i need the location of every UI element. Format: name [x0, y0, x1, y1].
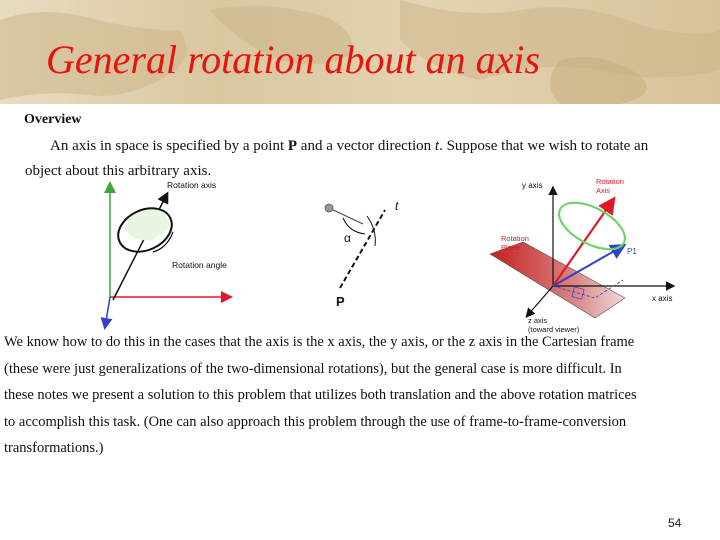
rotation-axis-label: Rotation axis — [167, 180, 217, 190]
body-paragraph — [4, 329, 704, 462]
title-banner — [0, 0, 720, 104]
rotation-axis-label-1: Rotation — [596, 177, 624, 186]
body-line: (these were just generalizations of the two-dimensional rotations), but the general case is more difficult. In — [4, 360, 622, 377]
slide-title: General rotation about an axis — [46, 37, 541, 82]
cartesian-rotation-figure — [485, 170, 685, 335]
intro-text-pre: An axis in space is specified by a point — [50, 138, 288, 154]
slide-content — [0, 104, 720, 540]
intro-line-2: object about this arbitrary axis. — [25, 163, 212, 179]
t-vector-label: t — [395, 199, 399, 213]
z-axis-line — [105, 297, 110, 327]
page-number: 54 — [668, 516, 682, 530]
z-axis-label-1: z axis — [528, 316, 548, 325]
body-line: We know how to do this in the cases that the axis is the x axis, the y axis, or the z axis in the Cartesian frame — [4, 334, 635, 350]
rotation-axis-figure — [95, 172, 245, 332]
x-axis-label: x axis — [652, 294, 673, 303]
point-vector-figure — [315, 196, 410, 311]
p1-label: P1 — [627, 247, 637, 256]
rotating-point — [325, 204, 333, 212]
intro-line-1 — [25, 134, 715, 159]
z-axis-label-2: (toward viewer) — [528, 325, 580, 334]
intro-text-mid: and a vector direction — [297, 138, 435, 154]
body-line: transformations.) — [4, 440, 104, 456]
rotation-circle — [552, 193, 632, 259]
body-line: to accomplish this task. (One can also approach this problem through the use of frame-to-frame-conversion — [4, 413, 627, 430]
rotation-plane-label-2: Plane — [501, 243, 521, 252]
y-axis-label: y axis — [522, 181, 543, 190]
rotation-angle-label: Rotation angle — [172, 260, 227, 270]
point-to-axis-line — [329, 208, 363, 224]
vector-t-symbol: t — [434, 138, 440, 154]
alpha-label: α — [344, 231, 351, 245]
rotation-arrow-arc — [367, 216, 375, 246]
point-p-symbol: P — [287, 138, 298, 154]
rotation-plane-label-1: Rotation — [501, 234, 529, 243]
rotation-disc — [125, 208, 170, 240]
z-axis-line — [527, 286, 553, 316]
overview-heading: Overview — [24, 112, 82, 127]
dashed-axis-line — [340, 210, 385, 288]
p-point-label: P — [336, 294, 345, 309]
intro-text-post: . Suppose that we wish to rotate an — [439, 138, 649, 154]
body-line: these notes we present a solution to this problem that utilizes both translation and the above rotation matrices — [4, 387, 637, 403]
rotation-axis-label-2: Axis — [596, 186, 611, 195]
